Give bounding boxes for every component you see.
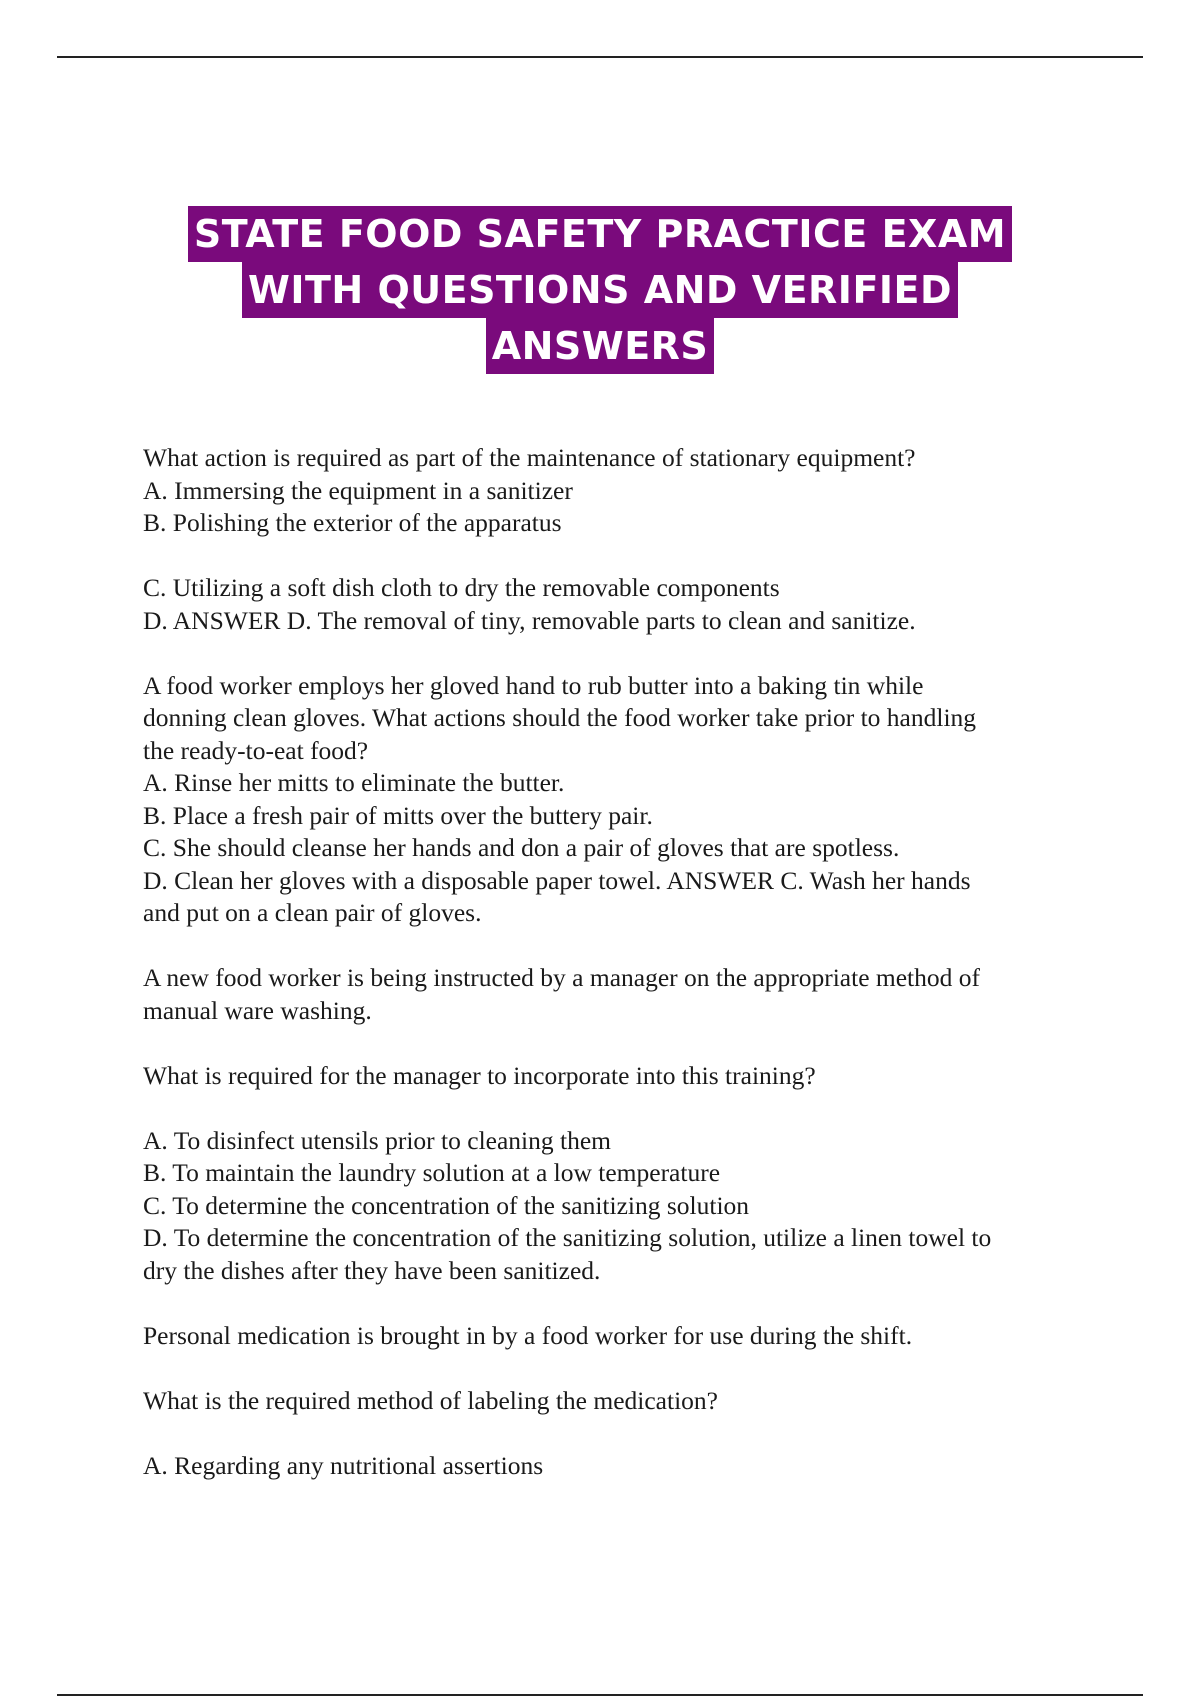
spacer (143, 1092, 1103, 1125)
spacer (143, 1417, 1103, 1450)
q1-option-d: D. ANSWER D. The removal of tiny, removable parts to clean and sanitize. (143, 605, 916, 635)
q2-question-line-3: the ready-to-eat food? (143, 735, 369, 765)
document-title (100, 206, 1100, 374)
spacer (143, 540, 1103, 573)
q3-option-d-line-2: dry the dishes after they have been sanitized. (143, 1255, 601, 1285)
q4-option-a: A. Regarding any nutritional assertions (143, 1450, 544, 1480)
q1-option-b: B. Polishing the exterior of the apparatus (143, 508, 562, 537)
q2-option-d-line-1: D. Clean her gloves with a disposable paper towel. ANSWER C. Wash her hands (143, 865, 971, 895)
q3-intro-line-1: A new food worker is being instructed by a manager on the appropriate method of (143, 963, 981, 992)
q3-question: What is required for the manager to incorporate into this training? (143, 1060, 816, 1090)
spacer (143, 1352, 1103, 1385)
title-line-3: ANSWERS (486, 318, 715, 374)
q2-question-line-1: A food worker employs her gloved hand to rub butter into a baking tin while (143, 670, 924, 700)
q3-intro-line-2: manual ware washing. (143, 995, 372, 1025)
q4-intro: Personal medication is brought in by a food worker for use during the shift. (143, 1320, 913, 1350)
spacer (143, 1287, 1103, 1320)
q4-question: What is the required method of labeling the medication? (143, 1385, 718, 1415)
q1-option-c: C. Utilizing a soft dish cloth to dry the removable components (143, 573, 780, 602)
q1-question: What action is required as part of the maintenance of stationary equipment? (143, 443, 916, 472)
q2-option-c: C. She should cleanse her hands and don a pair of gloves that are spotless. (143, 833, 900, 862)
q1-option-a: A. Immersing the equipment in a sanitizer (143, 475, 573, 505)
q2-option-a: A. Rinse her mitts to eliminate the butter. (143, 768, 565, 797)
q3-option-b: B. To maintain the laundry solution at a low temperature (143, 1158, 721, 1187)
q3-option-c: C. To determine the concentration of the sanitizing solution (143, 1190, 750, 1220)
document-body (143, 442, 1103, 1482)
spacer (143, 930, 1103, 963)
q3-option-a: A. To disinfect utensils prior to cleaning them (143, 1125, 611, 1155)
q2-option-d-line-2: and put on a clean pair of gloves. (143, 898, 482, 927)
title-line-2: WITH QUESTIONS AND VERIFIED (242, 262, 958, 318)
bottom-rule (57, 1694, 1143, 1696)
q2-question-line-2: donning clean gloves. What actions should the food worker take prior to handling (143, 703, 977, 732)
spacer (143, 637, 1103, 670)
q3-option-d-line-1: D. To determine the concentration of the sanitizing solution, utilize a linen towel to (143, 1223, 992, 1252)
q2-option-b: B. Place a fresh pair of mitts over the buttery pair. (143, 800, 653, 830)
title-line-1: STATE FOOD SAFETY PRACTICE EXAM (188, 206, 1012, 262)
top-rule (57, 56, 1143, 58)
spacer (143, 1027, 1103, 1060)
